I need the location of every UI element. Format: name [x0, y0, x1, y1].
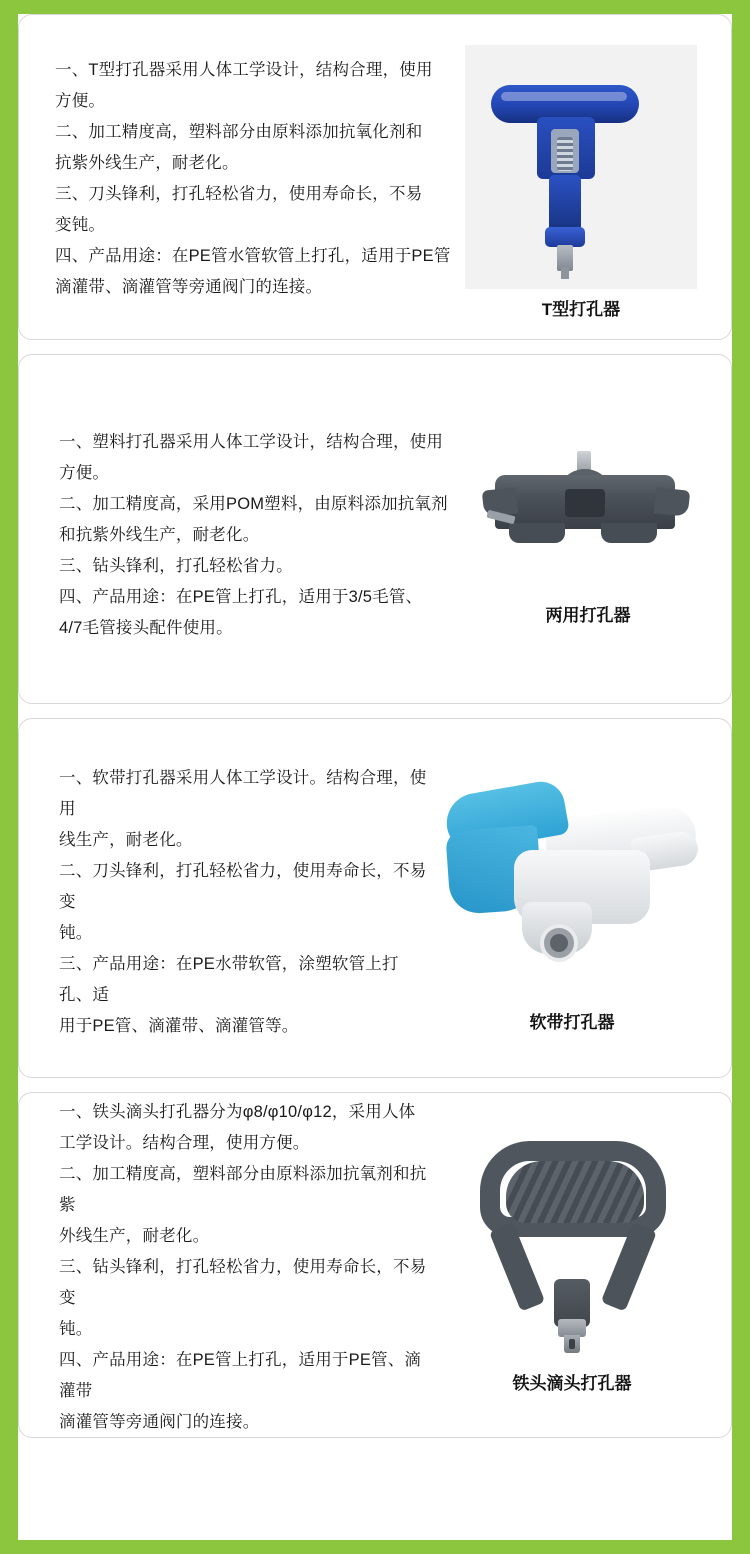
page-content: [18, 0, 732, 1438]
description-line: 方便。: [55, 92, 106, 110]
right-foot-shape: [601, 523, 657, 543]
description-line: 二、加工精度高，塑料部分由原料添加抗氧化剂和: [55, 123, 423, 141]
description-line: 滴灌带、滴灌管等旁通阀门的连接。: [55, 278, 323, 296]
soft-tape-punch-photo: [436, 772, 708, 1002]
handle-highlight-shape: [501, 92, 627, 101]
product-description: [59, 427, 463, 644]
description-line: 钝。: [59, 923, 93, 942]
tool-center-shape: [565, 489, 605, 517]
product-image-block: [463, 445, 713, 626]
description-line: 三、刀头锋利，打孔轻松省力，使用寿命长，不易: [55, 185, 423, 203]
description-line: 钝。: [59, 1319, 93, 1338]
tool-neck-shape: [549, 175, 581, 233]
description-line: 工学设计。结构合理，使用方便。: [59, 1133, 310, 1152]
dual-purpose-punch-photo: [473, 445, 703, 595]
product-description: [55, 41, 455, 303]
description-line: 一、T型打孔器采用人体工学设计，结构合理，使用: [55, 61, 433, 79]
description-line: 二、刀头锋利，打孔轻松省力，使用寿命长，不易变: [59, 861, 427, 911]
right-wing-shape: [654, 487, 691, 516]
product-card-iron-head-dripper-punch: [18, 1092, 732, 1438]
product-caption: 两用打孔器: [545, 605, 631, 625]
description-line: 滴灌管等旁通阀门的连接。: [59, 1412, 260, 1431]
product-description: [59, 1097, 431, 1438]
card-body: [19, 1093, 731, 1437]
product-caption: T型打孔器: [541, 300, 621, 319]
product-caption: 铁头滴头打孔器: [512, 1373, 632, 1393]
description-line: 一、塑料打孔器采用人体工学设计，结构合理，使用: [59, 432, 444, 451]
card-body: [19, 15, 731, 339]
drill-hole-shape: [569, 1339, 575, 1349]
iron-head-dripper-punch-photo: [436, 1131, 708, 1363]
metal-ferrule-shape: [558, 1319, 586, 1337]
drill-point-shape: [561, 267, 569, 279]
t-type-punch-photo: [465, 45, 697, 289]
description-line: 四、产品用途：在PE管上打孔，适用于PE管、滴灌带: [59, 1350, 422, 1400]
product-image-block: [455, 41, 707, 320]
left-foot-shape: [509, 523, 565, 543]
textured-grip-shape: [506, 1161, 644, 1223]
card-body: [19, 355, 731, 703]
description-line: 二、加工精度高，采用POM塑料，由原料添加抗氧剂: [59, 494, 448, 513]
description-line: 三、产品用途：在PE水带软管，涂塑软管上打孔、适: [59, 954, 399, 1004]
card-body: [19, 719, 731, 1077]
description-line: 变钝。: [55, 216, 106, 234]
description-line: 三、钻头锋利，打孔轻松省力。: [59, 556, 293, 575]
description-line: 三、钻头锋利，打孔轻松省力，使用寿命长，不易变: [59, 1257, 427, 1307]
product-image-block: [431, 772, 713, 1033]
punch-hole-shape: [550, 934, 568, 952]
description-line: 二、加工精度高，塑料部分由原料添加抗氧剂和抗紫: [59, 1164, 427, 1214]
tool-collar-shape: [545, 227, 585, 247]
description-line: 一、软带打孔器采用人体工学设计。结构合理，使用: [59, 768, 427, 818]
description-line: 四、产品用途：在PE管水管软管上打孔，适用于PE管: [55, 247, 451, 265]
description-line: 和抗紫外线生产，耐老化。: [59, 525, 260, 544]
description-line: 一、铁头滴头打孔器分为φ8/φ10/φ12，采用人体: [59, 1102, 416, 1121]
description-line: 方便。: [59, 463, 110, 482]
description-line: 外线生产，耐老化。: [59, 1226, 210, 1245]
description-line: 抗紫外线生产，耐老化。: [55, 154, 239, 172]
description-line: 用于PE管、滴灌带、滴灌管等。: [59, 1016, 299, 1035]
product-card-t-type-punch: [18, 14, 732, 340]
product-description: [59, 763, 431, 1042]
description-line: 4/7毛管接头配件使用。: [59, 618, 233, 637]
description-line: 四、产品用途：在PE管上打孔，适用于3/5毛管、: [59, 587, 423, 606]
product-image-block: [431, 1131, 713, 1404]
product-card-soft-tape-punch: [18, 718, 732, 1078]
product-caption: 软带打孔器: [529, 1012, 615, 1032]
spring-shape: [557, 137, 573, 171]
product-card-dual-purpose-punch: [18, 354, 732, 704]
description-line: 线生产，耐老化。: [59, 830, 193, 849]
